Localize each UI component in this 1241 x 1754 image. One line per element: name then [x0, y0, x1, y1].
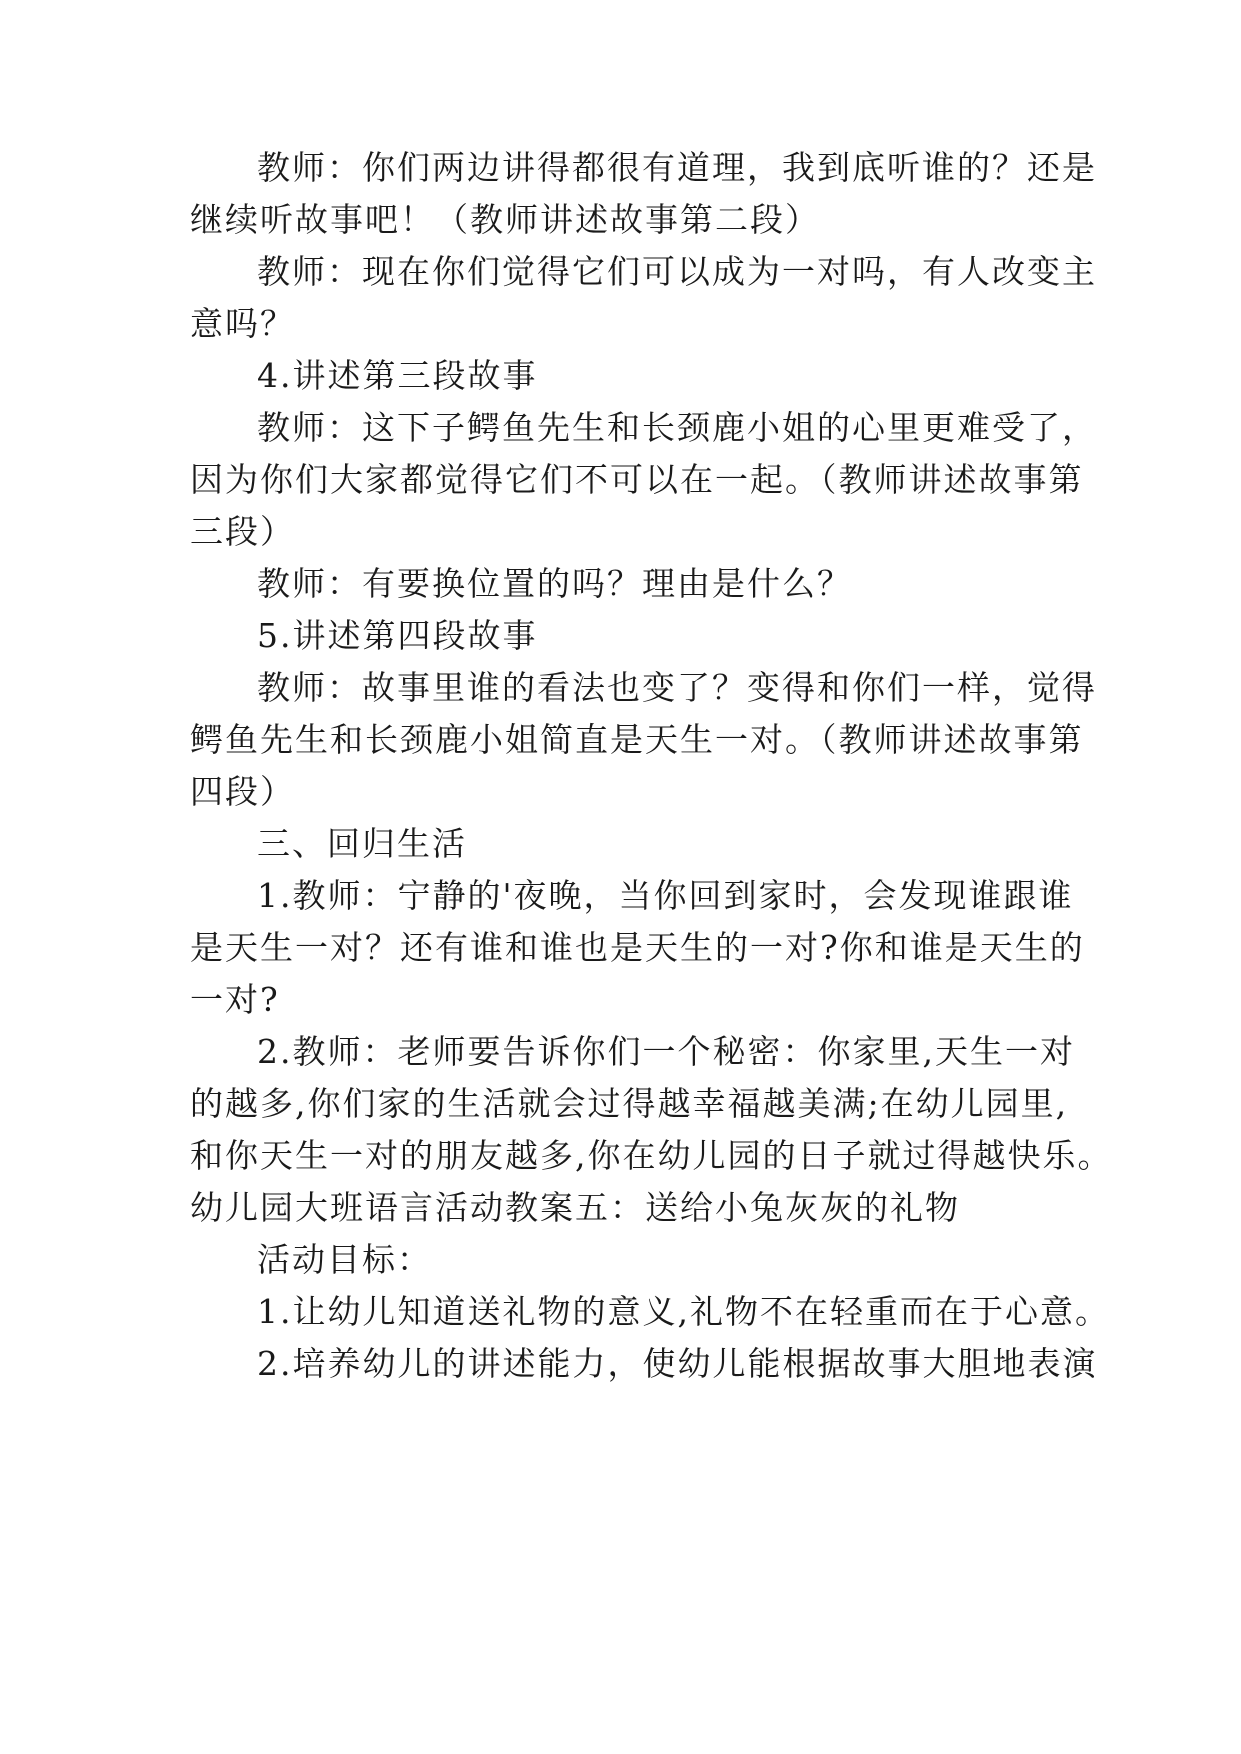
paragraph-line: 教师：现在你们觉得它们可以成为一对吗，有人改变主 — [257, 252, 1097, 291]
paragraph-line: 教师：故事里谁的看法也变了？变得和你们一样，觉得 — [257, 668, 1097, 707]
paragraph-line: 的越多,你们家的生活就会过得越幸福越美满;在幼儿园里, — [190, 1084, 1069, 1123]
paragraph-line: 因为你们大家都觉得它们不可以在一起。（教师讲述故事第 — [190, 460, 1084, 499]
paragraph-line: 教师：有要换位置的吗？理由是什么？ — [257, 564, 852, 603]
paragraph-line: 四段） — [190, 772, 295, 811]
paragraph-line: 一对? — [190, 980, 280, 1019]
paragraph-line: 意吗？ — [190, 304, 295, 343]
paragraph-line: 教师：这下子鳄鱼先生和长颈鹿小姐的心里更难受了， — [257, 408, 1097, 447]
section-heading: 三、回归生活 — [257, 824, 467, 863]
paragraph-line: 教师：你们两边讲得都很有道理，我到底听谁的？还是 — [257, 148, 1097, 187]
paragraph-line: 和你天生一对的朋友越多,你在幼儿园的日子就过得越快乐。 — [190, 1136, 1113, 1175]
section-heading: 4.讲述第三段故事 — [257, 356, 538, 395]
paragraph-line: 继续听故事吧！（教师讲述故事第二段） — [190, 200, 820, 239]
section-heading: 活动目标： — [257, 1240, 432, 1279]
section-heading: 5.讲述第四段故事 — [257, 616, 538, 655]
paragraph-line: 2.培养幼儿的讲述能力，使幼儿能根据故事大胆地表演 — [257, 1344, 1098, 1383]
paragraph-line: 1.教师：宁静的'夜晚，当你回到家时，会发现谁跟谁 — [257, 876, 1074, 915]
document-title: 幼儿园大班语言活动教案五：送给小兔灰灰的礼物 — [190, 1188, 960, 1227]
paragraph-line: 鳄鱼先生和长颈鹿小姐简直是天生一对。（教师讲述故事第 — [190, 720, 1084, 759]
paragraph-line: 是天生一对？还有谁和谁也是天生的一对?你和谁是天生的 — [190, 928, 1085, 967]
paragraph-line: 1.让幼儿知道送礼物的意义,礼物不在轻重而在于心意。 — [257, 1292, 1110, 1331]
paragraph-line: 2.教师：老师要告诉你们一个秘密：你家里,天生一对 — [257, 1032, 1075, 1071]
paragraph-line: 三段） — [190, 512, 295, 551]
